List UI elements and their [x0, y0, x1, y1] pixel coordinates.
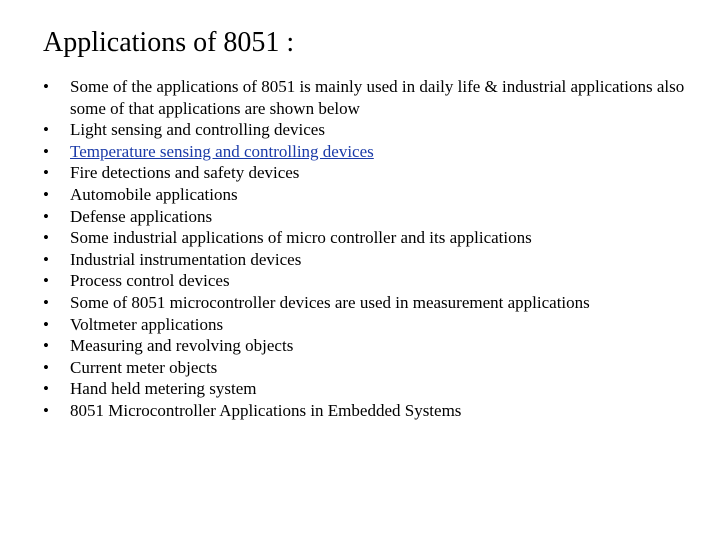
list-item [43, 249, 703, 271]
bullet-icon: • [43, 184, 49, 204]
temperature-link[interactable]: Temperature sensing and controlling devices [70, 141, 374, 161]
list-item [43, 357, 703, 379]
bullet-icon: • [43, 314, 49, 334]
list-item-text: Defense applications [70, 206, 213, 226]
list-item-text: Voltmeter applications [70, 314, 224, 334]
bullet-icon: • [43, 271, 49, 291]
bullet-icon: • [43, 77, 49, 96]
list-item-text: Some of 8051 microcontroller devices are used in measurement applications [70, 292, 590, 312]
bullet-icon: • [43, 206, 49, 226]
list-item-text: Automobile applications [70, 184, 238, 204]
list-item [43, 119, 703, 141]
list-item-text: Fire detections and safety devices [70, 163, 300, 183]
list-item [43, 314, 703, 336]
bullet-list [43, 76, 703, 422]
list-item-text: Hand held metering system [70, 379, 257, 399]
bullet-icon: • [43, 141, 49, 161]
list-item [43, 141, 703, 163]
list-item [43, 292, 703, 314]
bullet-icon: • [43, 400, 49, 420]
bullet-icon: • [43, 120, 49, 140]
bullet-icon: • [43, 228, 49, 248]
bullet-icon: • [43, 163, 49, 183]
list-item [43, 206, 703, 228]
bullet-icon: • [43, 357, 49, 377]
list-item [43, 400, 703, 422]
list-item-text: Measuring and revolving objects [70, 336, 294, 356]
list-item-text: Industrial instrumentation devices [70, 249, 302, 269]
bullet-icon: • [43, 336, 49, 356]
list-item [43, 184, 703, 206]
list-item [43, 227, 703, 249]
list-item-text: 8051 Microcontroller Applications in Embedded Systems [70, 400, 462, 420]
bullet-icon: • [43, 379, 49, 399]
list-item-text: Some industrial applications of micro controller and its applications [70, 228, 532, 248]
list-item-text: Current meter objects [70, 357, 218, 377]
list-item [43, 162, 703, 184]
list-item-text: Some of the applications of 8051 is mainly used in daily life & industrial applications also some of that applications are shown below [70, 77, 685, 118]
list-item-text: Process control devices [70, 271, 230, 291]
list-item [43, 76, 703, 119]
list-item [43, 378, 703, 400]
bullet-icon: • [43, 292, 49, 312]
list-item [43, 335, 703, 357]
list-item [43, 270, 703, 292]
list-item-text: Light sensing and controlling devices [70, 120, 325, 140]
slide-title: Applications of 8051 : [43, 27, 295, 58]
bullet-icon: • [43, 249, 49, 269]
